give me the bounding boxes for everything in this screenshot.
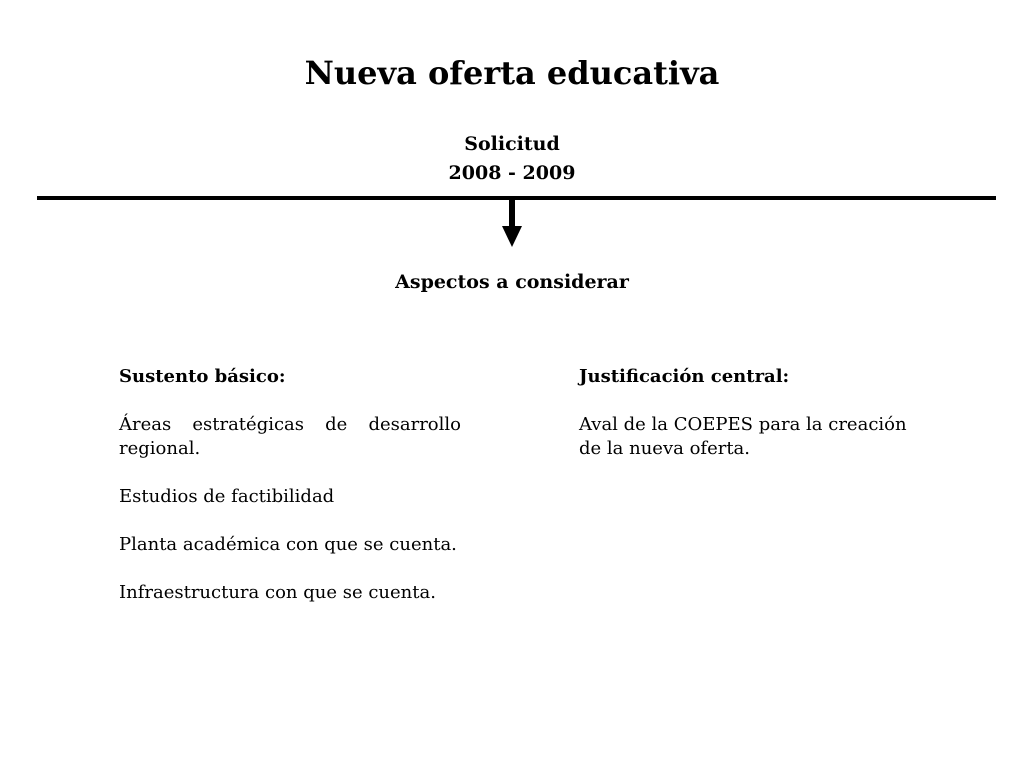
solicitud-block — [0, 130, 1024, 188]
aspectos-heading: Aspectos a considerar — [395, 271, 629, 293]
page-title: Nueva oferta educativa — [304, 54, 720, 92]
down-arrow-icon — [501, 198, 523, 248]
justificacion-item: Aval de la COEPES para la creación de la nueva oferta. — [579, 414, 907, 459]
sustento-item: Estudios de factibilidad — [119, 486, 335, 507]
justificacion-heading: Justificación central: — [579, 366, 790, 387]
sustento-heading: Sustento básico: — [119, 366, 286, 387]
sustento-item: Planta académica con que se cuenta. — [119, 534, 457, 555]
justificacion-column — [579, 365, 924, 485]
solicitud-period: 2008 - 2009 — [448, 162, 576, 184]
sustento-item: Infraestructura con que se cuenta. — [119, 582, 436, 603]
sustento-column — [119, 365, 461, 629]
solicitud-label: Solicitud — [464, 133, 560, 155]
sustento-item: Áreas estratégicas de desarrollo regional. — [119, 414, 461, 459]
